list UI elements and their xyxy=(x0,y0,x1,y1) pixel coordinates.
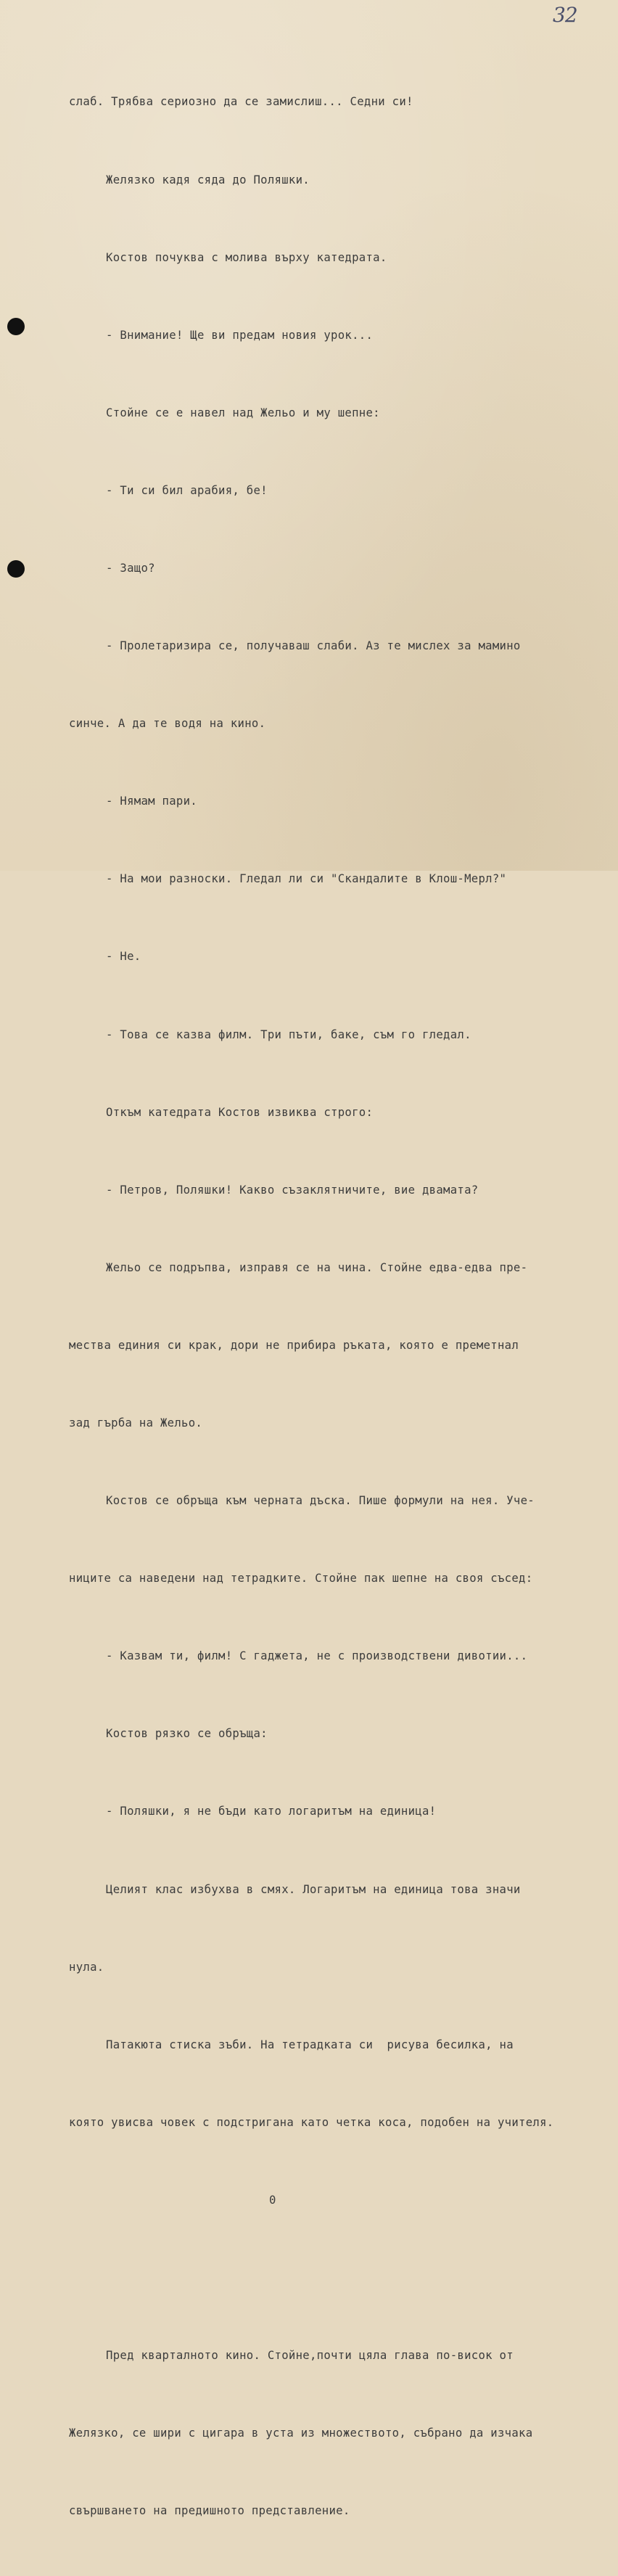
text-line: - Петров, Поляшки! Какво съзаклятничите, вие двамата? xyxy=(106,1183,479,1197)
text-line: Патакюта стиска зъби. На тетрадката си рисува бесилка, на xyxy=(106,2038,514,2051)
text-line: - Това се казва филм. Три пъти, баке, съм го гледал. xyxy=(106,1027,471,1041)
text-line: - Нямам пари. xyxy=(106,795,197,808)
text-line: Желязко, се шири с цигара в уста из множеството, събрано да изчака xyxy=(69,2427,533,2440)
binder-hole xyxy=(7,318,25,335)
text-line: - На мои разноски. Гледал ли си "Скандалите в Клош-Мерл?" xyxy=(106,872,507,886)
text-line: ниците са наведени над тетрадките. Стойне пак шепне на своя съсед: xyxy=(69,1572,533,1586)
text-line: синче. А да те водя на кино. xyxy=(69,717,266,731)
text-line: - Защо? xyxy=(106,561,155,575)
text-line: свършването на предишното представление. xyxy=(69,2504,350,2518)
binder-hole xyxy=(7,560,25,578)
text-line: слаб. Трябва сериозно да се замислиш... Седни си! xyxy=(69,95,413,109)
text-line: - Ти си бил арабия, бе! xyxy=(106,483,268,497)
text-line: - Поляшки, я не бъди като логаритъм на единица! xyxy=(106,1805,437,1818)
text-line: Стойне се е навел над Жельо и му шепне: xyxy=(106,406,380,419)
text-line: Откъм катедрата Костов извиква строго: xyxy=(106,1105,374,1119)
text-line: мества единия си крак, дори не прибира ръката, която е преметнал xyxy=(69,1338,519,1352)
blank-line xyxy=(69,2265,613,2292)
text-line: Целият клас избухва в смях. Логаритъм на единица това значи xyxy=(106,1882,521,1896)
manuscript-text xyxy=(69,38,613,2576)
section-separator: 0 xyxy=(269,2193,276,2207)
page-number: 32 xyxy=(553,3,577,27)
text-line: Пред кварталното кино. Стойне,почти цяла глава по-висок от xyxy=(106,2349,514,2363)
text-line: Костов рязко се обръща: xyxy=(106,1727,268,1741)
text-line: Костов почуква с молива върху катедрата. xyxy=(106,250,387,264)
text-line: Желязко кадя сяда до Поляшки. xyxy=(106,173,310,186)
text-line: - Пролетаризира се, получаваш слаби. Аз те мислех за мамино xyxy=(106,639,521,653)
text-line: - Казвам ти, филм! С гаджета, не с производствени дивотии... xyxy=(106,1649,528,1663)
text-line: - Внимание! Ще ви предам новия урок... xyxy=(106,328,374,342)
text-line: зад гърба на Жельо. xyxy=(69,1416,203,1429)
text-line: Жельо се подръпва, изправя се на чина. Стойне едва-едва пре- xyxy=(106,1260,528,1274)
text-line: - Не. xyxy=(106,950,141,964)
text-line: която увисва човек с подстригана като четка коса, подобен на учителя. xyxy=(69,2115,554,2129)
text-line: Костов се обръща към черната дъска. Пише формули на нея. Уче- xyxy=(106,1494,535,1508)
text-line: нула. xyxy=(69,1960,104,1974)
